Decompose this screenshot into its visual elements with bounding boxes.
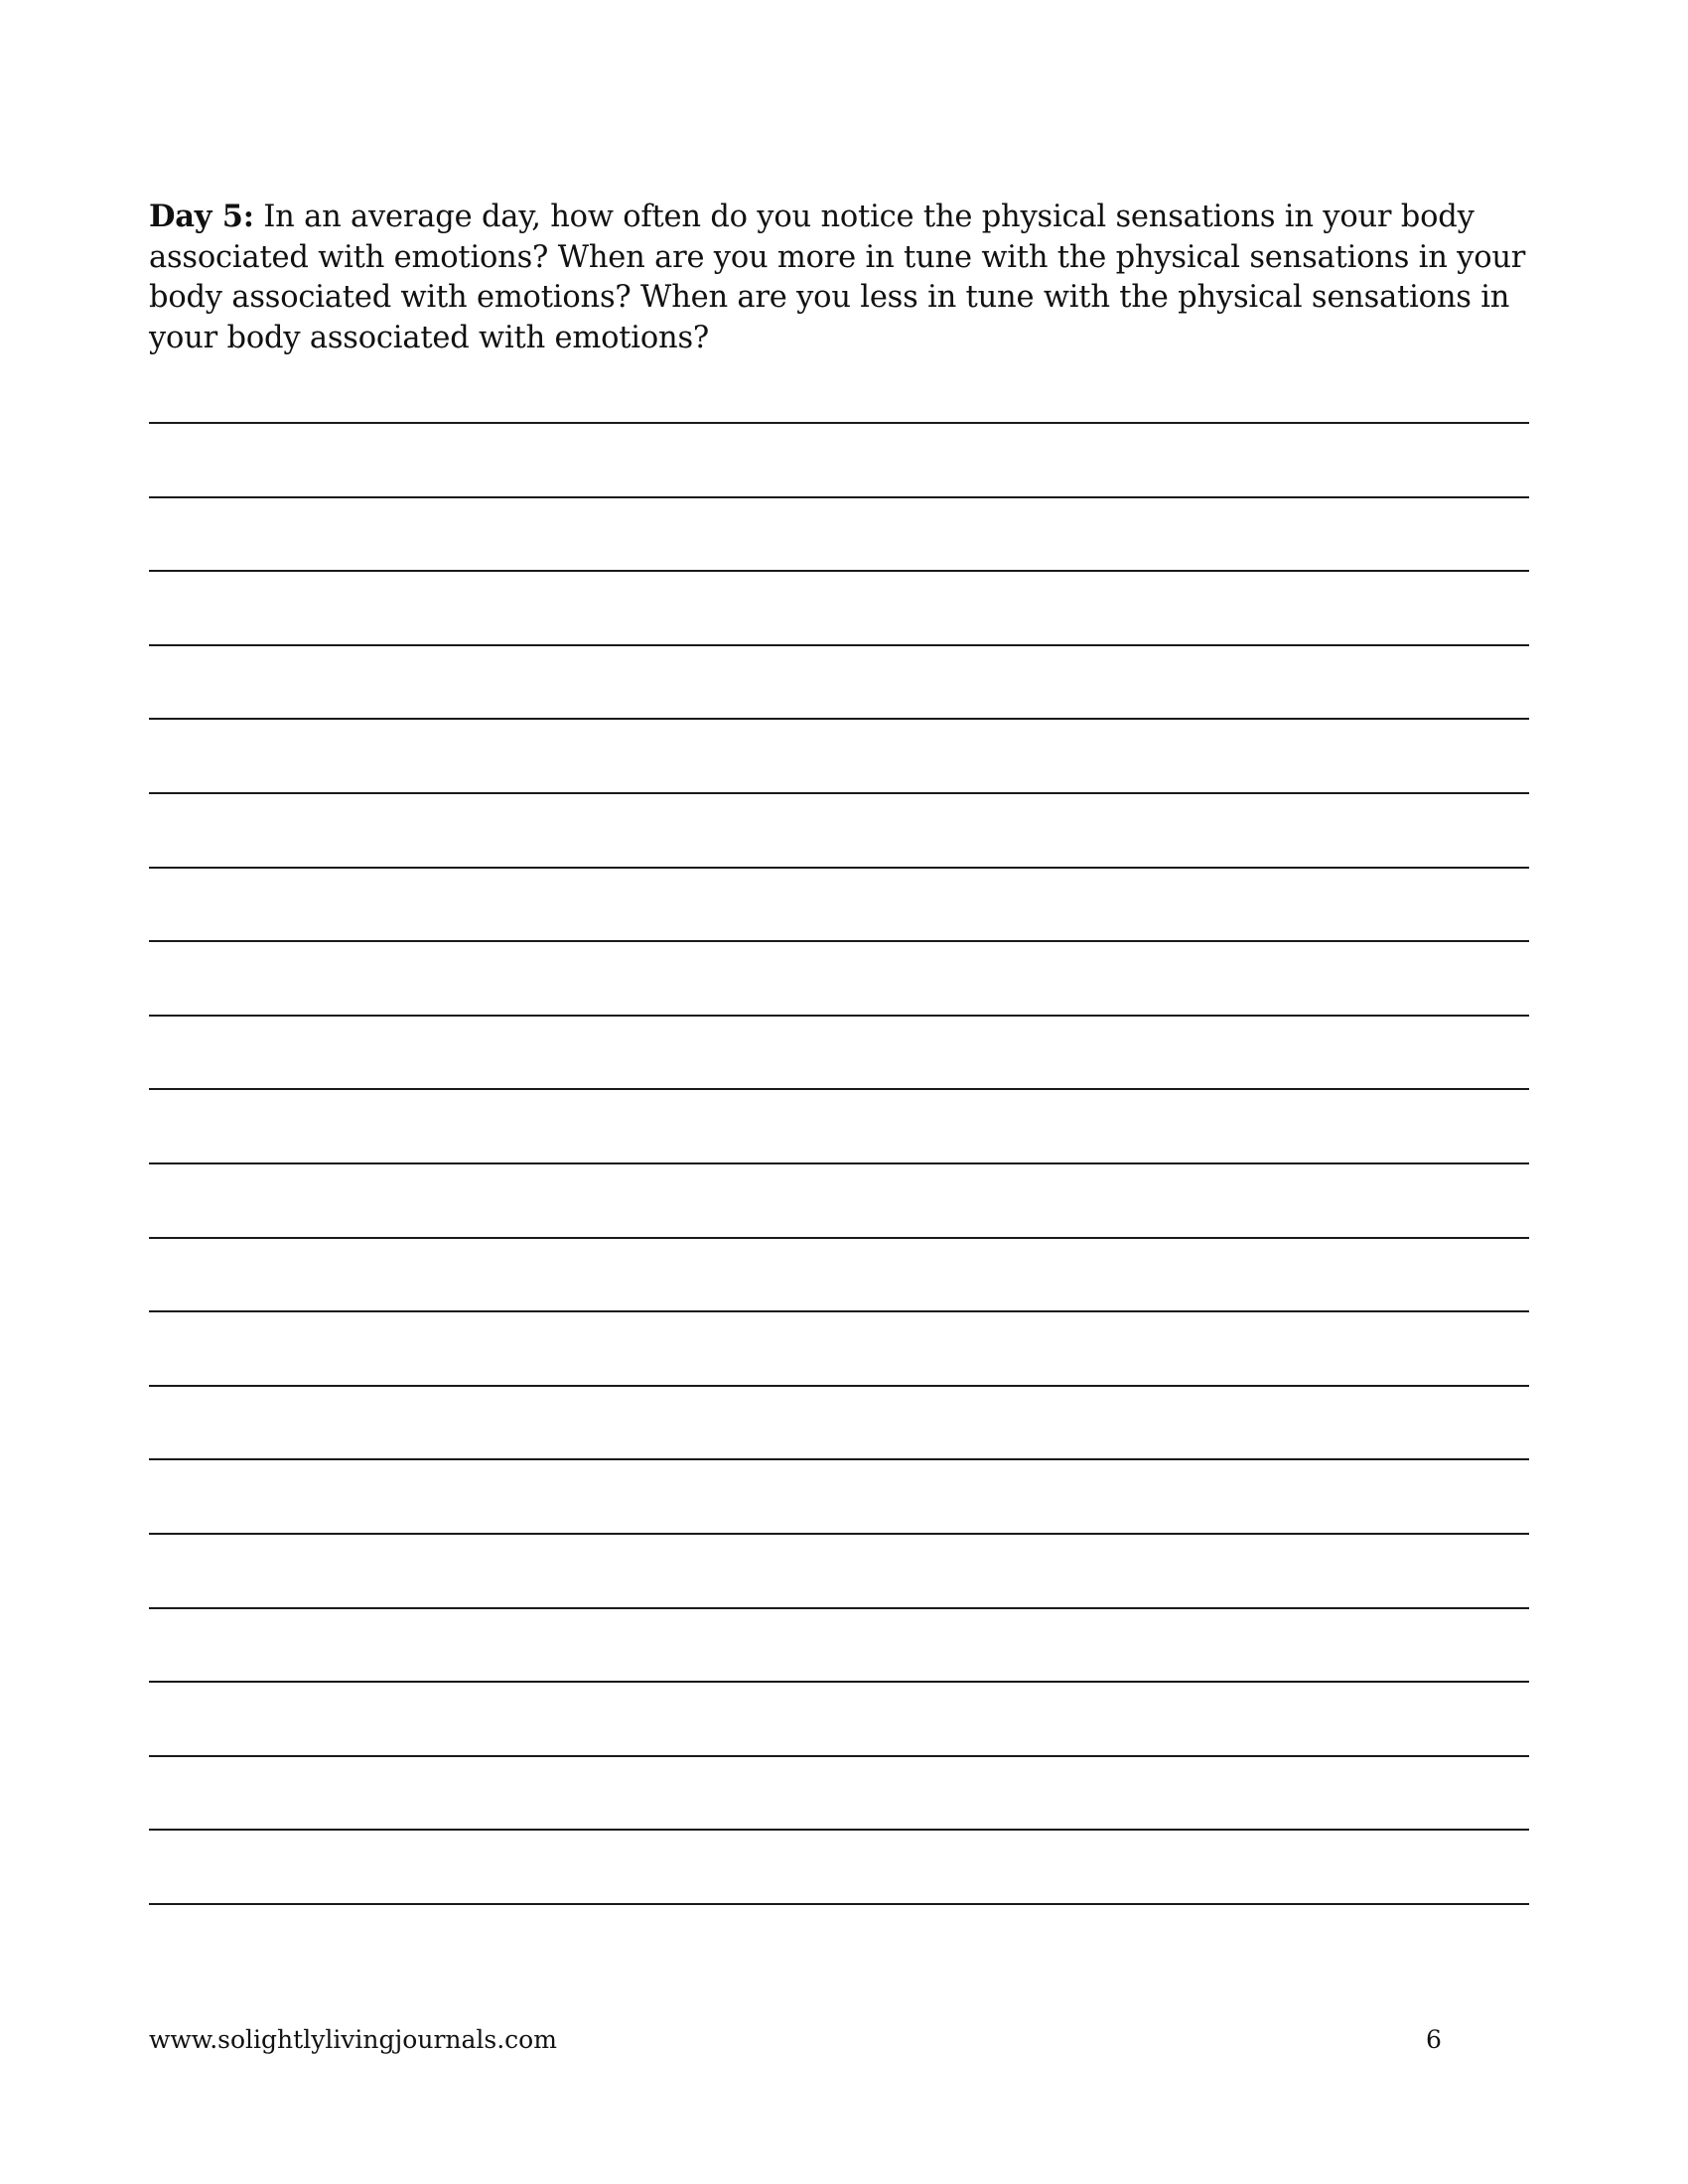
- writing-line: [149, 1385, 1529, 1387]
- writing-line: [149, 570, 1529, 572]
- writing-line: [149, 1162, 1529, 1164]
- prompt-text: In an average day, how often do you notice the physical sensations in your body associated with emotions? When are you more in tune with the physical sensations in your body associated with emotions? When are you less in tune with the physical sensations in your body associated with emotions?: [149, 200, 1526, 355]
- writing-line: [149, 1533, 1529, 1535]
- writing-lines: [149, 0, 1529, 2184]
- writing-line: [149, 867, 1529, 869]
- writing-line: [149, 940, 1529, 942]
- writing-line: [149, 1310, 1529, 1312]
- writing-line: [149, 422, 1529, 424]
- writing-line: [149, 792, 1529, 794]
- writing-line: [149, 644, 1529, 646]
- writing-line: [149, 718, 1529, 720]
- writing-line: [149, 1903, 1529, 1905]
- day-label: Day 5:: [149, 199, 254, 234]
- writing-line: [149, 1088, 1529, 1090]
- page-number: 6: [1426, 2025, 1442, 2054]
- writing-line: [149, 1681, 1529, 1683]
- footer-url: www.solightlylivingjournals.com: [149, 2025, 557, 2054]
- writing-line: [149, 1829, 1529, 1831]
- writing-line: [149, 1607, 1529, 1609]
- writing-line: [149, 1755, 1529, 1757]
- writing-line: [149, 1015, 1529, 1017]
- writing-line: [149, 1237, 1529, 1239]
- writing-line: [149, 1458, 1529, 1460]
- writing-line: [149, 496, 1529, 498]
